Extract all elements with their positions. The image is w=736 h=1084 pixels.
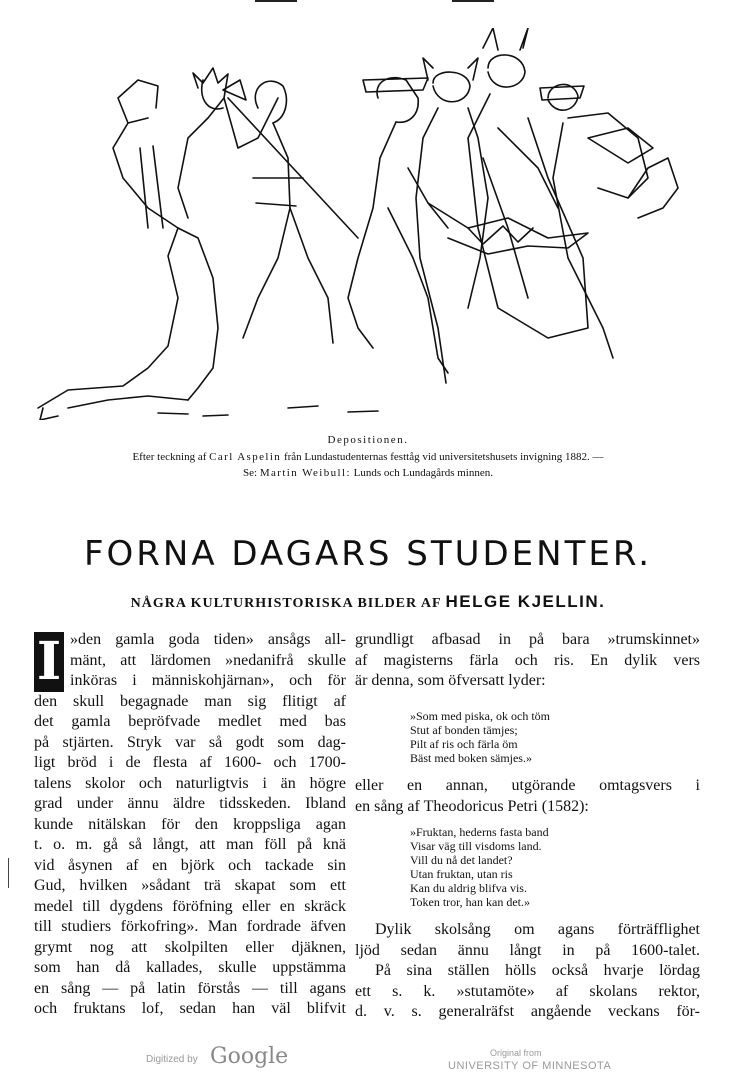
caption-line-2 <box>30 451 706 463</box>
verse-line: Pilt af ris och färla öm <box>410 737 518 751</box>
verse-line: Token tror, han kan det.» <box>410 895 530 909</box>
subtitle-prefix: NÅGRA KULTURHISTORISKA BILDER AF <box>130 596 442 611</box>
text-line: till studiers förkofring». Man fordrade äfven <box>34 918 346 935</box>
text-line: ett s. k. »stutamöte» af skolans rektor, <box>355 982 700 1000</box>
text-line: af magisterns färla och ris. En dylik vers <box>355 651 700 669</box>
text-line: på stjärten. Stryk var så godt som dag- <box>34 733 346 751</box>
text-line: en sång — på latin förstås — till agans <box>34 979 346 997</box>
article-subtitle <box>0 592 736 612</box>
text-line: Gud, hvilken »sådant trä skapat som ett <box>34 877 346 894</box>
text-line: ligt bröd i de flesta af 1600- och 1700- <box>34 754 346 771</box>
text-line: som han då kallades, skulle uppstämma <box>34 959 346 976</box>
text-line: eller en annan, utgörande omtagsvers i <box>355 777 700 794</box>
text-line: den skull begagnade man sig flitigt af <box>34 692 346 710</box>
caption-artist: Carl Aspelin <box>209 451 282 463</box>
text-line: grymt nog att skolpilten eller djäknen, <box>34 938 346 956</box>
text-line: d. v. s. generalräfst angående veckans för- <box>355 1003 700 1020</box>
verse-line: »Som med piska, ok och töm <box>410 709 550 723</box>
text-line: vid åsynen af en björk och tackade sin <box>34 856 346 874</box>
caption-line-3 <box>30 467 706 479</box>
right-column-top <box>355 630 700 692</box>
page-edge-mark <box>452 0 494 2</box>
original-from-label: Original from <box>490 1048 542 1058</box>
verse-line: Stut af bonden tämjes; <box>410 723 518 737</box>
verse-line: Utan fruktan, utan ris <box>410 867 513 881</box>
caption-line3-prefix: Se: <box>243 467 258 479</box>
text-line: grad under ännu äldre tidsskeden. Ibland <box>34 795 346 812</box>
caption-line2-suffix: från Lundastudenternas festtåg vid universitetshusets invigning 1882. — <box>283 451 604 463</box>
verse-line: Bäst med boken sämjes.» <box>410 751 532 765</box>
caption-author: Martin Weibull: <box>259 467 351 479</box>
verse-line: Visar väg till visdoms land. <box>410 839 542 853</box>
verse-1 <box>410 709 550 765</box>
text-line: Dylik skolsång om agans förträfflighet <box>375 921 700 938</box>
verse-line: Kan du aldrig blifva vis. <box>410 881 527 895</box>
left-column <box>34 630 346 1020</box>
text-line: mänt, att lärdomen »nedanifrå skulle <box>70 651 346 669</box>
text-line: inköras i människohjärnan», och för <box>70 672 346 689</box>
caption-title: Depositionen. <box>327 434 409 446</box>
verse-2 <box>410 825 549 909</box>
text-line: På sina ställen hölls också hvarje lördag <box>375 962 700 979</box>
text-line: kunde nitälskan för den kroppsliga agan <box>34 815 346 833</box>
university-label: UNIVERSITY OF MINNESOTA <box>448 1060 612 1072</box>
text-line: det gamla bepröfvade medlet med bas <box>34 713 346 730</box>
right-column-mid <box>355 776 700 817</box>
verse-line: »Fruktan, hederns fasta band <box>410 825 549 839</box>
drop-cap: I <box>34 632 64 692</box>
text-line: »den gamla goda tiden» ansågs all- <box>70 631 346 648</box>
text-line: en sång af Theodoricus Petri (1582): <box>355 797 589 815</box>
right-column-bottom <box>355 920 700 1023</box>
text-line: t. o. m. gå så långt, att man föll på knä <box>34 836 346 853</box>
margin-mark <box>8 858 9 888</box>
text-line: ljöd sedan ännu långt in på 1600-talet. <box>355 941 700 959</box>
page-edge-mark <box>255 0 297 2</box>
illustration-depositionen <box>28 28 708 420</box>
verse-line: Vill du nå det landet? <box>410 853 513 867</box>
text-line: talens skolor och naturligtvis i än högre <box>34 774 346 792</box>
google-logo: Google <box>210 1044 289 1069</box>
article-title: FORNA DAGARS STUDENTER. <box>83 534 653 574</box>
text-line: och fruktans lof, sedan han väl blifvit <box>34 1000 346 1017</box>
text-line: är denna, som öfversatt lyder: <box>355 672 546 689</box>
text-line: medel till dygdens föröfning eller en skräck <box>34 897 346 915</box>
text-line: grundligt afbasad in på bara »trumskinnet» <box>355 631 700 648</box>
digitized-by-label: Digitized by <box>146 1054 198 1065</box>
subtitle-author: HELGE KJELLIN. <box>445 592 606 611</box>
caption-line3-suffix: Lunds och Lundagårds minnen. <box>353 467 493 479</box>
caption-line2-prefix: Efter teckning af <box>132 451 207 463</box>
